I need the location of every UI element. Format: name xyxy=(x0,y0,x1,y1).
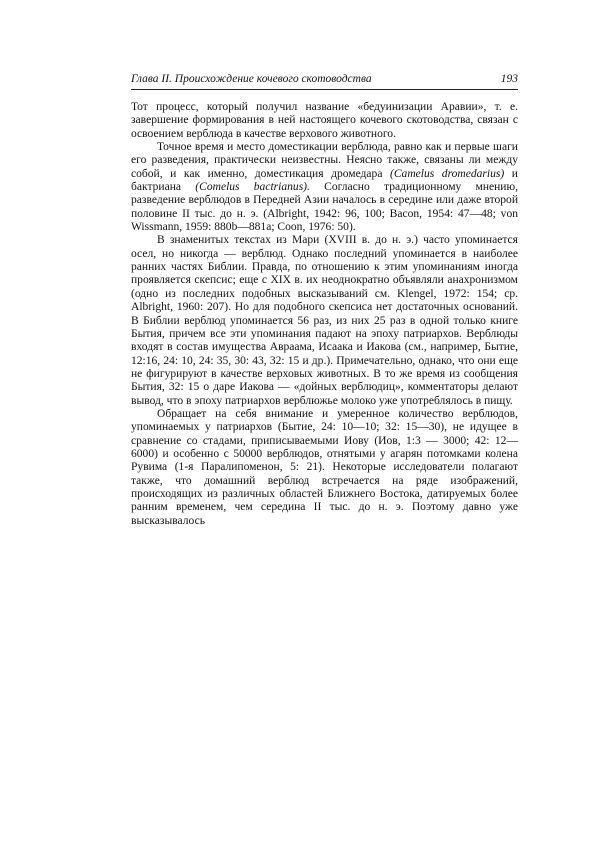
header-rule xyxy=(131,89,518,90)
paragraph-2-text-c: Согласно традиционному мнению, разведение верблюдов в Передней Азии началось в середине или даже второй половине II тыс. до н. э. (Albright, 1942: 96, 100; Bacon, 1954: 47—48; von Wissmann, 1959: 880b—881a; Coon, 1976: 50). xyxy=(131,181,518,234)
paragraph-1 xyxy=(131,101,518,141)
paragraph-2-text-a: Точное время и место доместикации верблюда, равно как и первые шаги его разведения, практически неизвестны. Неясно также, связаны ли между собой, и как именно, доместикация дромедара xyxy=(131,141,518,180)
running-head xyxy=(131,71,518,87)
paragraph-3 xyxy=(131,234,518,407)
paragraph-3-text: В знаменитых текстах из Мари (XVIII в. до н. э.) часто упоминается осел, но никогда — верблюд. Однако последний упоминается в наиболее ранних частях Библии. Правда, по отношению к этим упоминаниям иногда проявляется скепсис; еще с XIX в. их неоднократно объявляли анахронизмом (одно из последних подобных высказываний см. Klengel, 1972: 154; ср. Albright, 1960: 207). Но для подобного скепсиса нет достаточных оснований. В Библии верблюд упоминается 56 раз, из них 25 раз в одной только книге Бытия, причем все эти упоминания падают на эпоху патриархов. Верблюды входят в состав имущества Авраама, Исаака и Иакова (см., например, Бытие, 12:16, 24: 10, 24: 35, 30: 43, 32: 15 и др.). Примечательно, однако, что они еще не фигурируют в качестве верховых животных. В то же время из сообщения Бытия, 32: 15 о даре Иакова — «дойных верблюдиц», комментаторы делают вывод, что в эпоху патриархов верблюжье молоко уже употреблялось в пищу. xyxy=(131,234,518,407)
body-text xyxy=(131,101,518,528)
page-number: 193 xyxy=(500,73,518,85)
chapter-title: Глава II. Происхождение кочевого скотоводства xyxy=(131,73,372,85)
paragraph-2 xyxy=(131,141,518,234)
paragraph-4-text: Обращает на себя внимание и умеренное количество верблюдов, упоминаемых у патриархов (Бытие, 24: 10—10; 32: 15—30), не идущее в сравнение со стадами, приписываемыми Иову (Иов, 1:3 — 3000; 42: 12—6000) и особенно с 50000 верблюдов, отнятыми у агарян потомками колена Рувима (1-я Паралипоменон, 5: 21). Некоторые исследователи полагают также, что домашний верблюд встречается на ряде изображений, происходящих из различных областей Ближнего Востока, датируемых более ранним временем, чем середина II тыс. до н. э. Поэтому давно уже высказывалось xyxy=(131,407,518,527)
paragraph-1-text: Тот процесс, который получил название «бедуинизации Аравии», т. е. завершение формирования в ней настоящего кочевого скотоводства, связан с освоением верблюда в качестве верхового животного. xyxy=(131,101,518,140)
paragraph-2-text-b: и бактриана xyxy=(131,167,518,194)
latin-name-bactrian: (Comelus bactrianus). xyxy=(195,181,310,194)
latin-name-dromedary: (Camelus dromedarius) xyxy=(390,167,505,180)
paragraph-4 xyxy=(131,408,518,528)
